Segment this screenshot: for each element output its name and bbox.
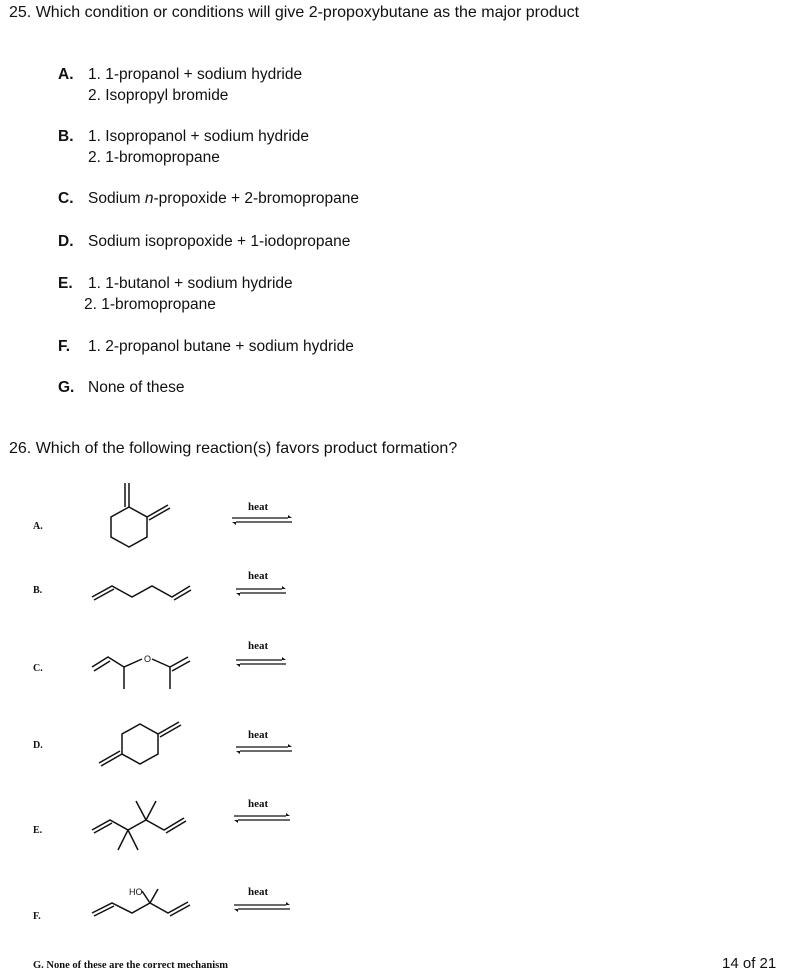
- reaction-condition-f: heat: [248, 886, 269, 898]
- hydroxyl-atom-label: HO: [129, 887, 143, 897]
- option-25-d[interactable]: [58, 231, 350, 252]
- question-25: 25. Which condition or conditions will give 2-propoxybutane as the major product: [9, 4, 580, 21]
- reaction-letter-d[interactable]: D.: [33, 740, 43, 751]
- equilibrium-arrow-e: [234, 812, 290, 824]
- option-line: 1. 1-propanol + sodium hydride: [88, 66, 303, 83]
- reaction-letter-a[interactable]: A.: [33, 521, 43, 532]
- question-26: 26. Which of the following reaction(s) favors product formation?: [9, 440, 458, 457]
- reaction-condition-c: heat: [248, 640, 269, 652]
- reaction-condition-a: heat: [248, 501, 269, 513]
- option-line: 1. 2-propanol butane + sodium hydride: [88, 338, 354, 355]
- molecule-d: [95, 712, 185, 772]
- option-letter: D.: [58, 233, 74, 250]
- equilibrium-arrow-b: [236, 585, 286, 597]
- molecule-a: [100, 480, 180, 555]
- molecule-f: [90, 885, 190, 925]
- equilibrium-arrow-a: [232, 514, 292, 526]
- reaction-letter-e[interactable]: E.: [33, 825, 43, 836]
- page-number: 14 of 21: [722, 955, 777, 972]
- option-25-c[interactable]: [58, 188, 359, 209]
- equilibrium-arrow-c: [236, 656, 286, 668]
- reaction-letter-c[interactable]: C.: [33, 663, 43, 674]
- option-26-g[interactable]: G. None of these are the correct mechanism: [33, 960, 228, 971]
- reaction-condition-b: heat: [248, 570, 269, 582]
- molecule-c: [90, 645, 190, 695]
- reaction-letter-f[interactable]: F.: [33, 911, 41, 922]
- molecule-b: [90, 575, 190, 605]
- oxygen-atom-label: O: [144, 654, 152, 664]
- option-line-pre: Sodium: [88, 190, 145, 207]
- reaction-condition-e: heat: [248, 798, 269, 810]
- reaction-letter-b[interactable]: B.: [33, 585, 43, 596]
- equilibrium-arrow-d: [236, 743, 292, 755]
- option-line: Sodium isopropoxide + 1-iodopropane: [88, 233, 351, 250]
- option-line-post: -propoxide + 2-bromopropane: [153, 190, 360, 207]
- molecule-e: [90, 798, 190, 858]
- option-line: None of these: [88, 379, 185, 396]
- option-letter: G.: [58, 379, 75, 396]
- option-line-italic: n: [144, 190, 154, 207]
- option-25-f[interactable]: [58, 336, 354, 357]
- option-line: 2. 1-bromopropane: [88, 149, 220, 166]
- option-25-a[interactable]: [58, 64, 302, 106]
- option-letter: E.: [58, 275, 73, 292]
- option-25-e[interactable]: [58, 273, 293, 315]
- reaction-condition-d: heat: [248, 729, 269, 741]
- option-25-g[interactable]: [58, 377, 185, 398]
- option-line: 2. 1-bromopropane: [84, 296, 216, 313]
- option-line: 2. Isopropyl bromide: [88, 87, 229, 104]
- option-line: 1. Isopropanol + sodium hydride: [88, 128, 310, 145]
- option-letter: C.: [58, 190, 74, 207]
- option-letter: B.: [58, 128, 74, 145]
- equilibrium-arrow-f: [234, 901, 290, 913]
- option-25-b[interactable]: [58, 126, 309, 168]
- option-line: 1. 1-butanol + sodium hydride: [88, 275, 293, 292]
- option-letter: A.: [58, 66, 74, 83]
- option-letter: F.: [58, 338, 71, 355]
